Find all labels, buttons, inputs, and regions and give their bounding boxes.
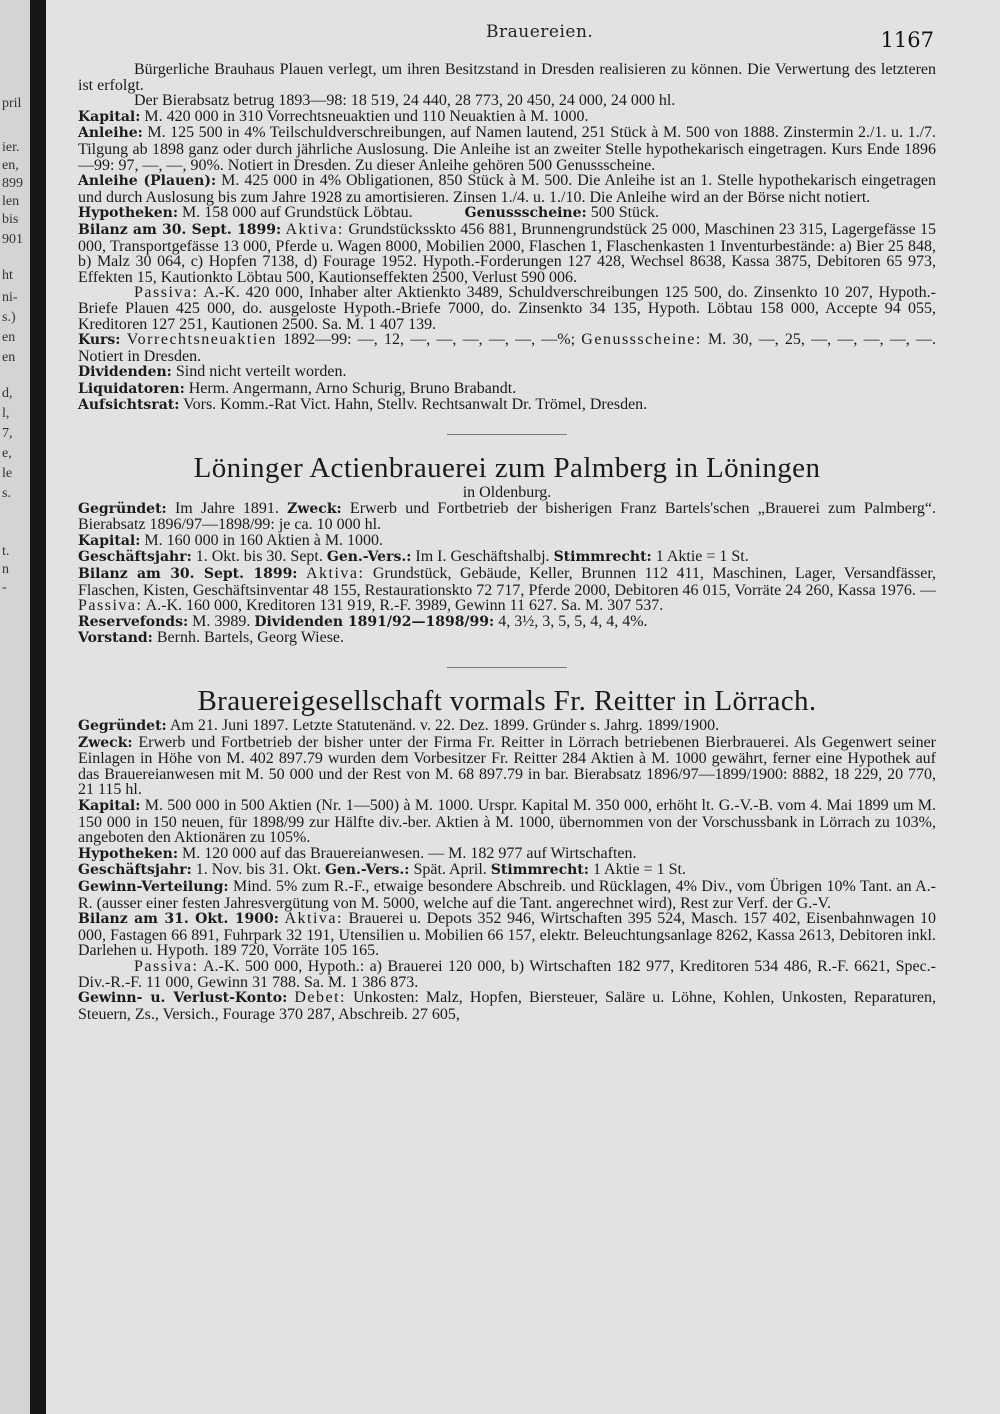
gutter-fragment: 7,	[2, 426, 13, 441]
gutter-fragment: t.	[2, 544, 10, 559]
genussscheine-label: Genussscheine:	[464, 205, 587, 222]
hypotheken-label: Hypotheken:	[78, 205, 178, 222]
gutter-fragment: bis	[2, 212, 19, 227]
zweck-label: Zweck:	[78, 734, 133, 751]
anleihe-plauen-entry: Anleihe (Plauen): M. 425 000 in 4% Obligationen, 850 Stück à M. 500. Die Anleihe ist an 1. Stelle hypothekarisch eingetragen und durch Auslosung bis zum Jahre 1928 zu amortisieren. Zinsen 1./4. u. 1./10. Die Anleihe wird an der Börse nicht notiert.	[78, 172, 936, 206]
gutter-fragment: en	[2, 350, 16, 365]
anleihe-entry: Anleihe: M. 125 500 in 4% Teilschuldverschreibungen, auf Namen lautend, 251 Stück à M. 500 von 1888. Zinstermin 2./1. u. 1./7. Tilgung ab 1898 ganz oder durch jährliche Auslosung. Die Anleihe ist an zweiter Stelle hypothekarisch eingetragen. Kurs Ende 1896—99: 97, —, —, 90%. Notiert in Dresden. Zu dieser Anleihe gehören 500 Genussscheine.	[78, 124, 937, 174]
reservefonds-entry: Reservefonds: M. 3989. Dividenden 1891/92—1898/99: 4, 3½, 3, 5, 5, 4, 4, 4%.	[78, 612, 648, 630]
bilanz-label: Bilanz am 30. Sept. 1899:	[78, 221, 282, 238]
gutter-fragment: s.)	[2, 310, 16, 325]
passiva-entry: Passiva: A.-K. 500 000, Hypoth.: a) Brauerei 120 000, b) Wirtschaften 182 977, Kreditoren 534 486, R.-F. 6621, Spec.-Div.-R.-F. 11 000, Gewinn 31 788. Sa. M. 1 386 873.	[78, 957, 936, 991]
bierabsatz-paragraph: Der Bierabsatz betrug 1893—98: 18 519, 24 440, 28 773, 20 450, 24 000, 24 000 hl.	[134, 92, 676, 110]
geschaeftsjahr-label: Geschäftsjahr:	[78, 862, 192, 879]
guv-entry: Gewinn- u. Verlust-Konto: Debet: Unkosten: Malz, Hopfen, Biersteuer, Saläre u. Löhne, Kohlen, Unkosten, Reparaturen, Steuern, Zs., Versich., Fourage 370 287, Abschreib. 27 605,	[78, 989, 937, 1023]
zweck-entry: Zweck: Erwerb und Fortbetrieb der bisher unter der Firma Fr. Reitter in Lörrach betriebenen Bierbrauerei. Als Gegenwert seiner Einlagen in Höhe von M. 402 897.79 wurden dem Vorbesitzer Fr. Reitter 284 Aktien à M. 1000 gewährt, ferner eine Hypothek auf das Brauereianwesen mit M. 50 000 und der Rest von M. 68 897.79 in bar. Bierabsatz 1896/97—1899/1900: 8882, 18 229, 20 770, 21 115 hl.	[78, 733, 936, 799]
gutter-fragment: en,	[2, 158, 19, 173]
gutter-fragment: s.	[2, 486, 11, 501]
gutter-fragment: e,	[2, 446, 12, 461]
gutter-fragment: ni-	[2, 290, 18, 305]
gutter-fragment: n	[2, 562, 9, 577]
kapital-entry: Kapital: M. 160 000 in 160 Aktien à M. 1000.	[78, 531, 384, 549]
gutter-fragment: en	[2, 330, 16, 345]
vorstand-entry: Vorstand: Bernh. Bartels, Georg Wiese.	[78, 629, 345, 647]
gutter-fragment: d,	[2, 386, 13, 401]
dividenden-label: Dividenden 1891/92—1898/99:	[254, 613, 495, 630]
gegruendet-entry: Gegründet: Im Jahre 1891. Zweck: Erwerb und Fortbetrieb der bisherigen Franz Bartels'schen „Brauerei zum Palmberg“. Bierabsatz 1896/97—1898/99: je ca. 10 000 hl.	[78, 499, 937, 534]
geschaeftsjahr-label: Geschäftsjahr:	[78, 549, 192, 566]
gutter-fragment: l,	[2, 406, 10, 421]
aufsichtsrat-label: Aufsichtsrat:	[78, 397, 180, 414]
reservefonds-label: Reservefonds:	[78, 613, 189, 630]
gewinnverteilung-entry: Gewinn-Verteilung: Mind. 5% zum R.-F., etwaige besondere Abschreib. und Rücklagen, 4% Div., vom Übrigen 10% Tant. an A.-R. (ausser einer festen Jahresvergütung von M. 5000, welche auf die Tant. angerechnet wird), Rest zur Verf. der G.-V.	[78, 877, 937, 912]
vorstand-label: Vorstand:	[78, 630, 153, 647]
zweck-label: Zweck:	[287, 500, 342, 517]
running-title: Brauereien.	[486, 22, 594, 42]
company-heading-loerrach: Brauereigesellschaft vormals Fr. Reitter in Lörrach.	[197, 685, 817, 717]
anleihe-label: Anleihe:	[78, 125, 143, 142]
bilanz-entry: Bilanz am 31. Okt. 1900: Aktiva: Brauerei u. Depots 352 946, Wirtschaften 395 524, Masch. 157 402, Eisenbahnwagen 10 000, Fastagen 66 891, Fuhrpark 32 191, Utensilien u. Mobilien 66 157, elektr. Beleuchtungsanlage 8262, Kassa 2613, Debitoren inkl. Darlehen u. Hypoth. 189 720, Vorräte 105 165.	[78, 910, 936, 960]
bilanz-label: Bilanz am 31. Okt. 1900:	[78, 911, 279, 928]
aufsichtsrat-entry: Aufsichtsrat: Vors. Komm.-Rat Vict. Hahn, Stellv. Rechtsanwalt Dr. Trömel, Dresden.	[78, 396, 648, 414]
dividenden-label: Dividenden:	[78, 364, 172, 381]
kapital-label: Kapital:	[78, 797, 141, 814]
section-divider	[447, 434, 567, 435]
bilanz-label: Bilanz am 30. Sept. 1899:	[78, 566, 298, 583]
kapital-label: Kapital:	[78, 108, 141, 125]
liquidatoren-entry: Liquidatoren: Herm. Angermann, Arno Schurig, Bruno Brabandt.	[78, 379, 517, 397]
stimmrecht-label: Stimmrecht:	[553, 549, 652, 566]
hypotheken-label: Hypotheken:	[78, 845, 178, 862]
geschaeftsjahr-entry: Geschäftsjahr: 1. Okt. bis 30. Sept. Gen.-Vers.: Im I. Geschäftshalbj. Stimmrecht: 1 Aktie = 1 St.	[78, 548, 749, 566]
anleihe-plauen-label: Anleihe (Plauen):	[78, 173, 217, 190]
stimmrecht-label: Stimmrecht:	[490, 862, 589, 879]
dividenden-entry: Dividenden: Sind nicht verteilt worden.	[78, 363, 347, 381]
gegruendet-label: Gegründet:	[78, 718, 167, 734]
intro-paragraph: Bürgerliche Brauhaus Plauen verlegt, um ihren Besitzstand in Dresden realisieren zu können. Die Verwertung des letzteren ist erfolgt.	[78, 61, 936, 94]
kapital-label: Kapital:	[78, 532, 141, 549]
page-content	[78, 62, 936, 1022]
gegruendet-entry: Gegründet: Am 21. Juni 1897. Letzte Statutenänd. v. 22. Dez. 1899. Gründer s. Jahrg. 1899/1900.	[78, 717, 720, 734]
document-page	[46, 0, 1000, 1414]
liquidatoren-label: Liquidatoren:	[78, 380, 185, 397]
gutter-fragment: -	[2, 580, 7, 595]
kapital-entry: Kapital: M. 500 000 in 500 Aktien (Nr. 1—500) à M. 1000. Urspr. Kapital M. 350 000, erhöht lt. G.-V.-B. vom 4. Mai 1899 um M. 150 000 in 150 neuen, für 1898/99 zur Hälfte div.-ber. Aktien à M. 1000, übernommen von der Vorschussbank in Lörrach zu 103%, angeboten den Aktionären zu 105%.	[78, 796, 937, 847]
adjacent-page-margin	[0, 0, 30, 1414]
company-heading-loeningen: Löninger Actienbrauerei zum Palmberg in Löningen	[193, 452, 821, 485]
kurs-entry: Kurs: Vorrechtsneuaktien 1892—99: —, 12, —, —, —, —, —, —%; Genussscheine: M. 30, —, 25, —, —, —, —, —. Notiert in Dresden.	[78, 331, 937, 365]
gutter-fragment: len	[2, 194, 20, 209]
kurs-label: Kurs:	[78, 332, 121, 349]
company-subheading: in Oldenburg.	[462, 484, 552, 502]
geschaeftsjahr-entry: Geschäftsjahr: 1. Nov. bis 31. Okt. Gen.-Vers.: Spät. April. Stimmrecht: 1 Aktie = 1 St.	[78, 861, 686, 879]
guv-label: Gewinn- u. Verlust-Konto:	[78, 990, 288, 1007]
gutter-fragment: le	[2, 466, 13, 481]
gutter-fragment: ht	[2, 268, 13, 283]
gutter-fragment: ier.	[2, 140, 20, 155]
gutter-fragment: 901	[2, 232, 23, 247]
gutter-fragment: 899	[2, 176, 23, 191]
genvers-label: Gen.-Vers.:	[324, 862, 410, 879]
hypotheken-entry: Hypotheken: M. 120 000 auf das Brauereianwesen. — M. 182 977 auf Wirtschaften.	[78, 844, 637, 862]
passiva-entry: Passiva: A.-K. 420 000, Inhaber alter Aktienkto 3489, Schuldverschreibungen 125 500, do. Zinsenkto 10 207, Hypoth.-Briefe Plauen 425 000, do. ausgeloste Hypoth.-Briefe 7000, do. Zinsenkto 34 135, Hypoth. Löbtau 158 000, Accepte 94 055, Kreditoren 127 251, Kautionen 2500. Sa. M. 1 407 139.	[78, 284, 936, 333]
hypotheken-entry: Hypotheken: M. 158 000 auf Grundstück Löbtau. Genussscheine: 500 Stück.	[78, 204, 660, 222]
gutter-fragment: pril	[2, 96, 22, 111]
section-divider	[447, 667, 567, 668]
gewinnverteilung-label: Gewinn-Verteilung:	[78, 878, 229, 895]
page-number: 1167	[880, 28, 934, 52]
genvers-label: Gen.-Vers.:	[326, 549, 412, 566]
gegruendet-label: Gegründet:	[78, 500, 167, 517]
kapital-entry: Kapital: M. 420 000 in 310 Vorrechtsneuaktien und 110 Neuaktien à M. 1000.	[78, 107, 589, 125]
book-spine-shadow	[30, 0, 46, 1414]
bilanz-entry: Bilanz am 30. Sept. 1899: Aktiva: Grundstück, Gebäude, Keller, Brunnen 112 411, Maschinen, Lager, Versandfässer, Flaschen, Kisten, Geschäftsinventar 48 155, Restaurationskto 72 717, Pferde 2000, Debitoren 46 015, Vorräte 24 260, Kassa 1976. — Passiva: A.-K. 160 000, Kreditoren 131 919, R.-F. 3989, Gewinn 11 627. Sa. M. 307 537.	[78, 565, 937, 615]
bilanz-entry: Bilanz am 30. Sept. 1899: Aktiva: Grundstücksskto 456 881, Brunnengrundstück 25 000, Maschinen 23 315, Lagergefässe 15 000, Transportgefässe 13 000, Pferde u. Wagen 8000, Mobilien 2000, Flaschen 1, Flaschenkasten 1 Inventurbestände: a) Bier 25 848, b) Malz 30 064, c) Hopfen 7138, d) Fourage 1952. Hypoth.-Forderungen 127 428, Wechsel 8638, Kassa 3875, Debitoren 65 973, Effekten 15, Kautionkto Löbtau 500, Kautionseffekten 2500, Verlust 590 006.	[78, 220, 936, 286]
